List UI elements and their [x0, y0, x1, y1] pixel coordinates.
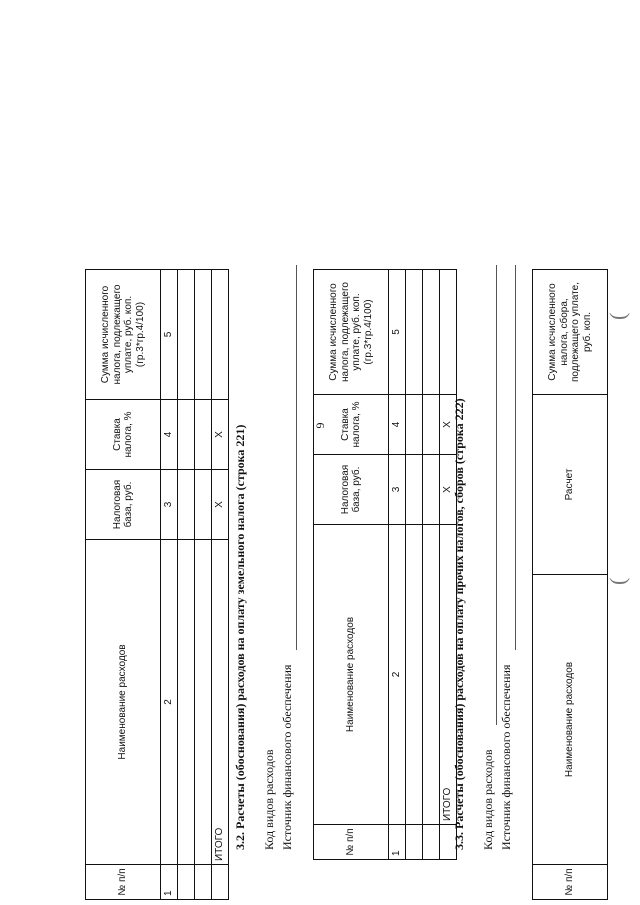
header-tax-amount: Сумма исчисленного налога, подлежащего уплате, руб. коп.(гр.3*гр.4/100)	[314, 270, 389, 395]
total-row	[212, 270, 229, 900]
col-number-1: 1	[161, 865, 178, 900]
header-expense-name: Наименование расходов	[314, 525, 389, 825]
header-calculation: Расчет	[533, 395, 608, 575]
header-number: № п/п	[533, 865, 608, 900]
funding-source-label: Источник финансового обеспечения	[280, 664, 294, 850]
section-3-2-heading: 3.2. Расчеты (обоснования) расходов на оплату земельного налога (строка 221)	[233, 424, 247, 850]
total-label: ИТОГО	[440, 525, 457, 825]
col-number-5: 5	[389, 270, 406, 395]
table-row	[423, 270, 440, 860]
total-rate: X	[440, 395, 457, 455]
page-number: 6	[313, 422, 328, 429]
col-number-5: 5	[161, 270, 178, 400]
tax-table-3	[532, 269, 608, 900]
col-number-4: 4	[389, 395, 406, 455]
total-label: ИТОГО	[212, 540, 229, 865]
scan-mark: (	[605, 312, 630, 320]
header-tax-rate: Ставка налога, %	[314, 395, 389, 455]
col-number-1: 1	[389, 825, 406, 860]
table-row	[406, 270, 423, 860]
total-base: X	[212, 470, 229, 540]
tax-table-2	[313, 269, 457, 860]
funding-source-line	[515, 265, 516, 650]
total-base: X	[440, 455, 457, 525]
col-number-2: 2	[161, 540, 178, 865]
header-tax-amount: Сумма исчисленного налога, сбора, подлежащего уплате, руб. коп.	[533, 270, 608, 395]
col-number-3: 3	[161, 470, 178, 540]
col-number-4: 4	[161, 400, 178, 470]
header-tax-rate: Ставка налога, %	[86, 400, 161, 470]
table-row	[195, 270, 212, 900]
total-rate: X	[212, 400, 229, 470]
expense-code-label: Код видов расходов	[481, 749, 495, 850]
funding-source-label: Источник финансового обеспечения	[499, 664, 513, 850]
expense-code-label: Код видов расходов	[262, 749, 276, 850]
header-number: № п/п	[86, 865, 161, 900]
scan-mark: (	[605, 577, 630, 585]
header-tax-base: Налоговая база, руб.	[314, 455, 389, 525]
funding-source-line	[296, 265, 297, 650]
header-expense-name: Наименование расходов	[533, 575, 608, 865]
table-row	[178, 270, 195, 900]
tax-table-1	[85, 269, 229, 900]
header-tax-amount: Сумма исчисленного налога, подлежащего уплате, руб. коп. (гр.3*гр.4/100)	[86, 270, 161, 400]
expense-code-line	[496, 265, 497, 725]
header-tax-base: Налоговая база, руб.	[86, 470, 161, 540]
col-number-3: 3	[389, 455, 406, 525]
col-number-2: 2	[389, 525, 406, 825]
header-expense-name: Наименование расходов	[86, 540, 161, 865]
header-number: № п/п	[314, 825, 389, 860]
section-3-3-heading: 3.3. Расчеты (обоснования) расходов на оплату прочих налогов, сборов (строка 222)	[452, 398, 466, 850]
